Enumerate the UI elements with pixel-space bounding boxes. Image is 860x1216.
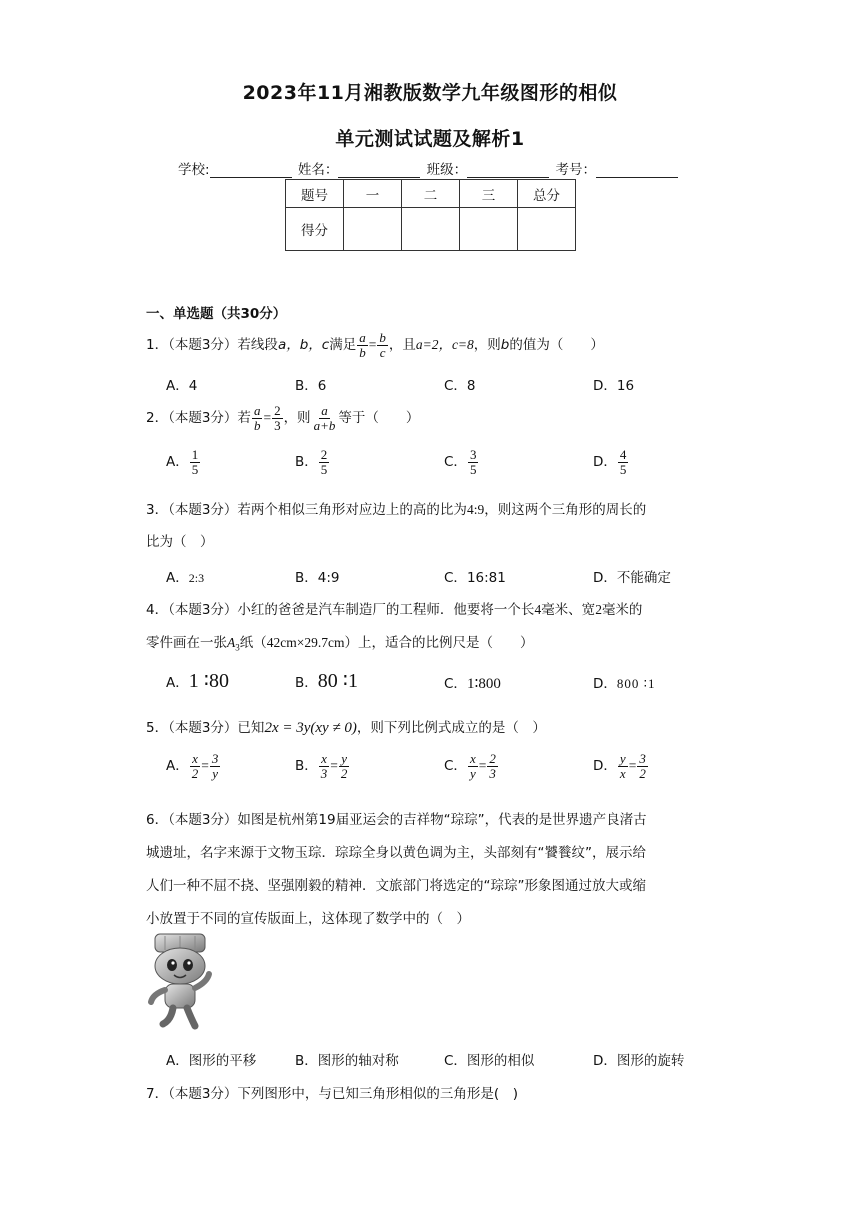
q1-fraction: $\frac{b}{c}$ [379, 330, 386, 360]
q1-text: 1．（本题3分）若线段 [146, 337, 278, 354]
q4-option-b[interactable]: B．80 ∶1 [295, 670, 358, 692]
question-7: 7．（本题3分）下列图形中，与已知三角形相似的三角形是( ) [146, 1086, 518, 1102]
q3-option-c[interactable]: C．16:81 [444, 570, 506, 586]
q2-text: 2．（本题3分）若 [146, 410, 251, 427]
q2-eq: = [263, 410, 272, 426]
question-1 [146, 331, 604, 359]
q2-option-b[interactable]: B． $\frac{2}{5}$ [295, 447, 328, 477]
q4-option-a[interactable]: A．1 ∶80 [166, 670, 229, 692]
section-heading: 一、单选题（共30分） [146, 306, 287, 322]
q5-option-c[interactable]: C． $\frac{x}{y}$ = $\frac{2}{3}$ [444, 751, 496, 781]
q1-vars: a，b，c [277, 337, 330, 354]
q6-option-a[interactable]: A．图形的平移 [166, 1053, 257, 1069]
q1-text: ，且 [388, 337, 416, 354]
q3-option-d[interactable]: D．不能确定 [593, 570, 671, 586]
q1-text: 的值为（ ） [509, 337, 604, 354]
student-info-row [178, 158, 680, 178]
q3-ratio: 4:9 [466, 502, 485, 517]
question-3-line1: 3．（本题3分）若两个相似三角形对应边上的高的比为4:9，则这两个三角形的周长的 [146, 502, 647, 518]
mascot-image [145, 932, 215, 1032]
q2-option-d[interactable]: D． $\frac{4}{5}$ [593, 447, 627, 477]
question-3-line2: 比为（ ） [146, 534, 214, 550]
question-6-line3: 人们一种不屈不挠、坚强刚毅的精神．文旅部门将选定的“琮琮”形象图通过放大或缩 [146, 878, 646, 894]
score-header-cell: 一 [344, 180, 402, 208]
question-6-line1: 6．（本题3分）如图是杭州第19届亚运会的吉祥物“琮琮”，代表的是世界遗产良渚古 [146, 812, 647, 828]
q6-option-c[interactable]: C．图形的相似 [444, 1053, 535, 1069]
class-label: 班级： [426, 162, 468, 178]
q1-option-d[interactable]: D．16 [593, 378, 635, 394]
question-4-line2: 零件画在一张$A_3$纸（42cm×29.7cm）上，适合的比例尺是（ ） [146, 635, 534, 653]
q1-option-c[interactable]: C．8 [444, 378, 476, 394]
question-4-line1: 4．（本题3分）小红的爸爸是汽车制造厂的工程师．他要将一个长4毫米、宽2毫米的 [146, 602, 643, 618]
score-table [285, 179, 576, 251]
q1-eq: = [368, 337, 377, 353]
name-field[interactable] [338, 163, 420, 178]
q2-fraction: $\frac{a}{a+b}$ [313, 403, 336, 433]
q1-text: 满足 [329, 337, 357, 354]
exam-no-field[interactable] [596, 163, 678, 178]
q5-option-b[interactable]: B． $\frac{x}{3}$ = $\frac{y}{2}$ [295, 751, 348, 781]
q2-option-c[interactable]: C． $\frac{3}{5}$ [444, 447, 477, 477]
question-6-line4: 小放置于不同的宣传版面上，这体现了数学中的（ ） [146, 911, 470, 927]
q4-option-c[interactable]: C．1∶800 [444, 676, 501, 692]
question-5: 5．（本题3分）已知2x = 3y(xy ≠ 0)，则下列比例式成立的是（ ） [146, 720, 546, 736]
q2-fraction: $\frac{a}{b}$ [253, 403, 261, 433]
class-field[interactable] [467, 163, 549, 178]
score-cell[interactable] [518, 208, 576, 251]
q6-option-d[interactable]: D．图形的旋转 [593, 1053, 685, 1069]
doc-title-line1: 2023年11月湘教版数学九年级图形的相似 [242, 82, 618, 104]
q3-option-a[interactable]: A．2:3 [166, 570, 205, 586]
score-header-cell: 总分 [518, 180, 576, 208]
q2-text: ，则 [283, 410, 311, 427]
score-cell[interactable] [460, 208, 518, 251]
score-header-cell: 三 [460, 180, 518, 208]
q4-option-d[interactable]: D．800 ∶1 [593, 676, 656, 692]
doc-title-line2: 单元测试试题及解析1 [335, 128, 525, 150]
question-6-line2: 城遗址，名字来源于文物玉琮．琮琮全身以黄色调为主，头部刻有“饕餮纹”，展示给 [146, 845, 646, 861]
score-header-cell: 二 [402, 180, 460, 208]
q2-text: 等于（ ） [338, 410, 420, 427]
school-field[interactable] [210, 163, 292, 178]
q5-option-d[interactable]: D． $\frac{y}{x}$ = $\frac{3}{2}$ [593, 751, 646, 781]
score-row-label: 得分 [286, 208, 344, 251]
q1-option-a[interactable]: A．4 [166, 378, 198, 394]
name-label: 姓名： [297, 162, 339, 178]
q6-option-b[interactable]: B．图形的轴对称 [295, 1053, 399, 1069]
q1-option-b[interactable]: B．6 [295, 378, 327, 394]
q1-text: ，则 [473, 337, 501, 354]
q3-option-b[interactable]: B．4:9 [295, 570, 340, 586]
q1-condition: a=2，c=8 [415, 337, 474, 353]
q1-var: b [500, 337, 510, 354]
school-label: 学校: [178, 162, 210, 178]
score-cell[interactable] [344, 208, 402, 251]
q2-fraction: $\frac{2}{3}$ [274, 403, 281, 433]
question-2 [146, 404, 419, 432]
score-cell[interactable] [402, 208, 460, 251]
q1-fraction: $\frac{a}{b}$ [359, 330, 366, 360]
q2-option-a[interactable]: A． $\frac{1}{5}$ [166, 447, 199, 477]
q5-option-a[interactable]: A． $\frac{x}{2}$ = $\frac{3}{y}$ [166, 751, 219, 781]
exam-no-label: 考号： [555, 162, 596, 178]
score-header-cell: 题号 [286, 180, 344, 208]
q5-expression: 2x = 3y(xy ≠ 0) [264, 720, 357, 736]
